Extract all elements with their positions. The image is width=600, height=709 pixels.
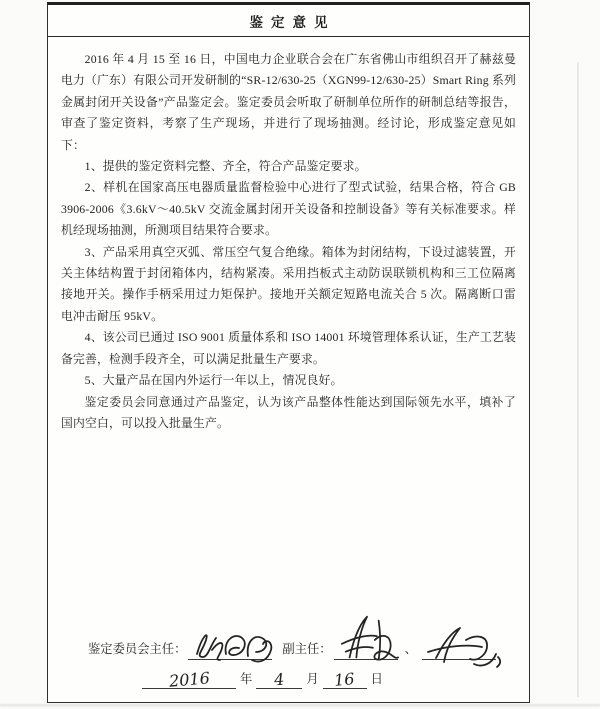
opinion-item-1: 1、提供的鉴定资料完整、齐全，符合产品鉴定要求。: [84, 159, 367, 174]
vice-chairman-label: 副主任：: [282, 642, 332, 656]
vice-chairman-signature-line-2: [422, 646, 496, 660]
signature-block: [48, 608, 529, 689]
intro-paragraph: 2016 年 4 月 15 至 16 日，中国电力企业联合会在广东省佛山市组织召开了赫兹曼电力（广东）有限公司开发研制的“SR-12/630-25（XGN99-12/630-25）Smart Ring 系列金属封闭开关设备”产品鉴定会。鉴定委员会听取了研制单位所作的研制总结等报告，审查了鉴定资料，考察了生产现场，并进行了现场抽测。经讨论，形成鉴定意见如下：: [61, 52, 516, 152]
month-unit-label: 月: [306, 672, 319, 686]
date-year-line: [142, 668, 236, 691]
signature-separator: 、: [404, 642, 417, 656]
date-day-line: [323, 671, 367, 689]
opinion-item-5: 5、大量产品在国内外运行一年以上，情况良好。: [84, 373, 343, 388]
date-row: [24, 669, 505, 689]
scan-artifact-bottom-smudge: [0, 704, 600, 707]
vice-chairman-signature-line-1: [334, 646, 398, 660]
appraisal-opinion-table: [47, 2, 530, 703]
conclusion-paragraph: 鉴定委员会同意通过产品鉴定，认为该产品整体性能达到国际领先水平，填补了国内空白，可以投入批量生产。: [61, 394, 516, 430]
title-row: [48, 5, 529, 37]
day-unit-label: 日: [370, 672, 383, 686]
opinion-item-2: 2、样机在国家高压电器质量监督检验中心进行了型式试验，结果合格，符合 GB 3906-2006《3.6kV～40.5kV 交流金属封闭开关设备和控制设备》等有关标准要求。样机经现场抽测，所测项目结果符合要求。: [61, 180, 516, 238]
opinion-item-4: 4、该公司已通过 ISO 9001 质量体系和 ISO 14001 环境管理体系认证，生产工艺装备完善，检测手段齐全，可以满足批量生产要求。: [61, 330, 516, 366]
signature-row: [48, 608, 529, 660]
opinion-body: [48, 37, 529, 434]
chairman-handwritten-signature: [190, 626, 274, 666]
vice-chairman-handwritten-signature-1: [336, 614, 400, 666]
handwritten-year: 2016: [168, 668, 211, 691]
chairman-label: 鉴定委员会主任：: [88, 642, 187, 656]
handwritten-day: 16: [333, 669, 356, 690]
vice-chairman-handwritten-signature-2: [424, 624, 504, 666]
date-month-line: [256, 671, 302, 689]
scan-artifact-right-edge: [577, 62, 579, 697]
document-title: 鉴定意见: [249, 14, 336, 30]
chairman-signature-line: [188, 646, 272, 660]
handwritten-month: 4: [273, 669, 286, 690]
year-unit-label: 年: [240, 672, 253, 686]
opinion-item-3: 3、产品采用真空灭弧、常压空气复合绝缘。箱体为封闭结构，下设过滤装置，开关主体结构置于封闭箱体内，结构紧凑。采用挡板式主动防误联锁机构和三工位隔离接地开关。操作手柄采用过力矩保护。接地开关额定短路电流关合 5 次。隔离断口雷电冲击耐压 95kV。: [61, 244, 516, 323]
